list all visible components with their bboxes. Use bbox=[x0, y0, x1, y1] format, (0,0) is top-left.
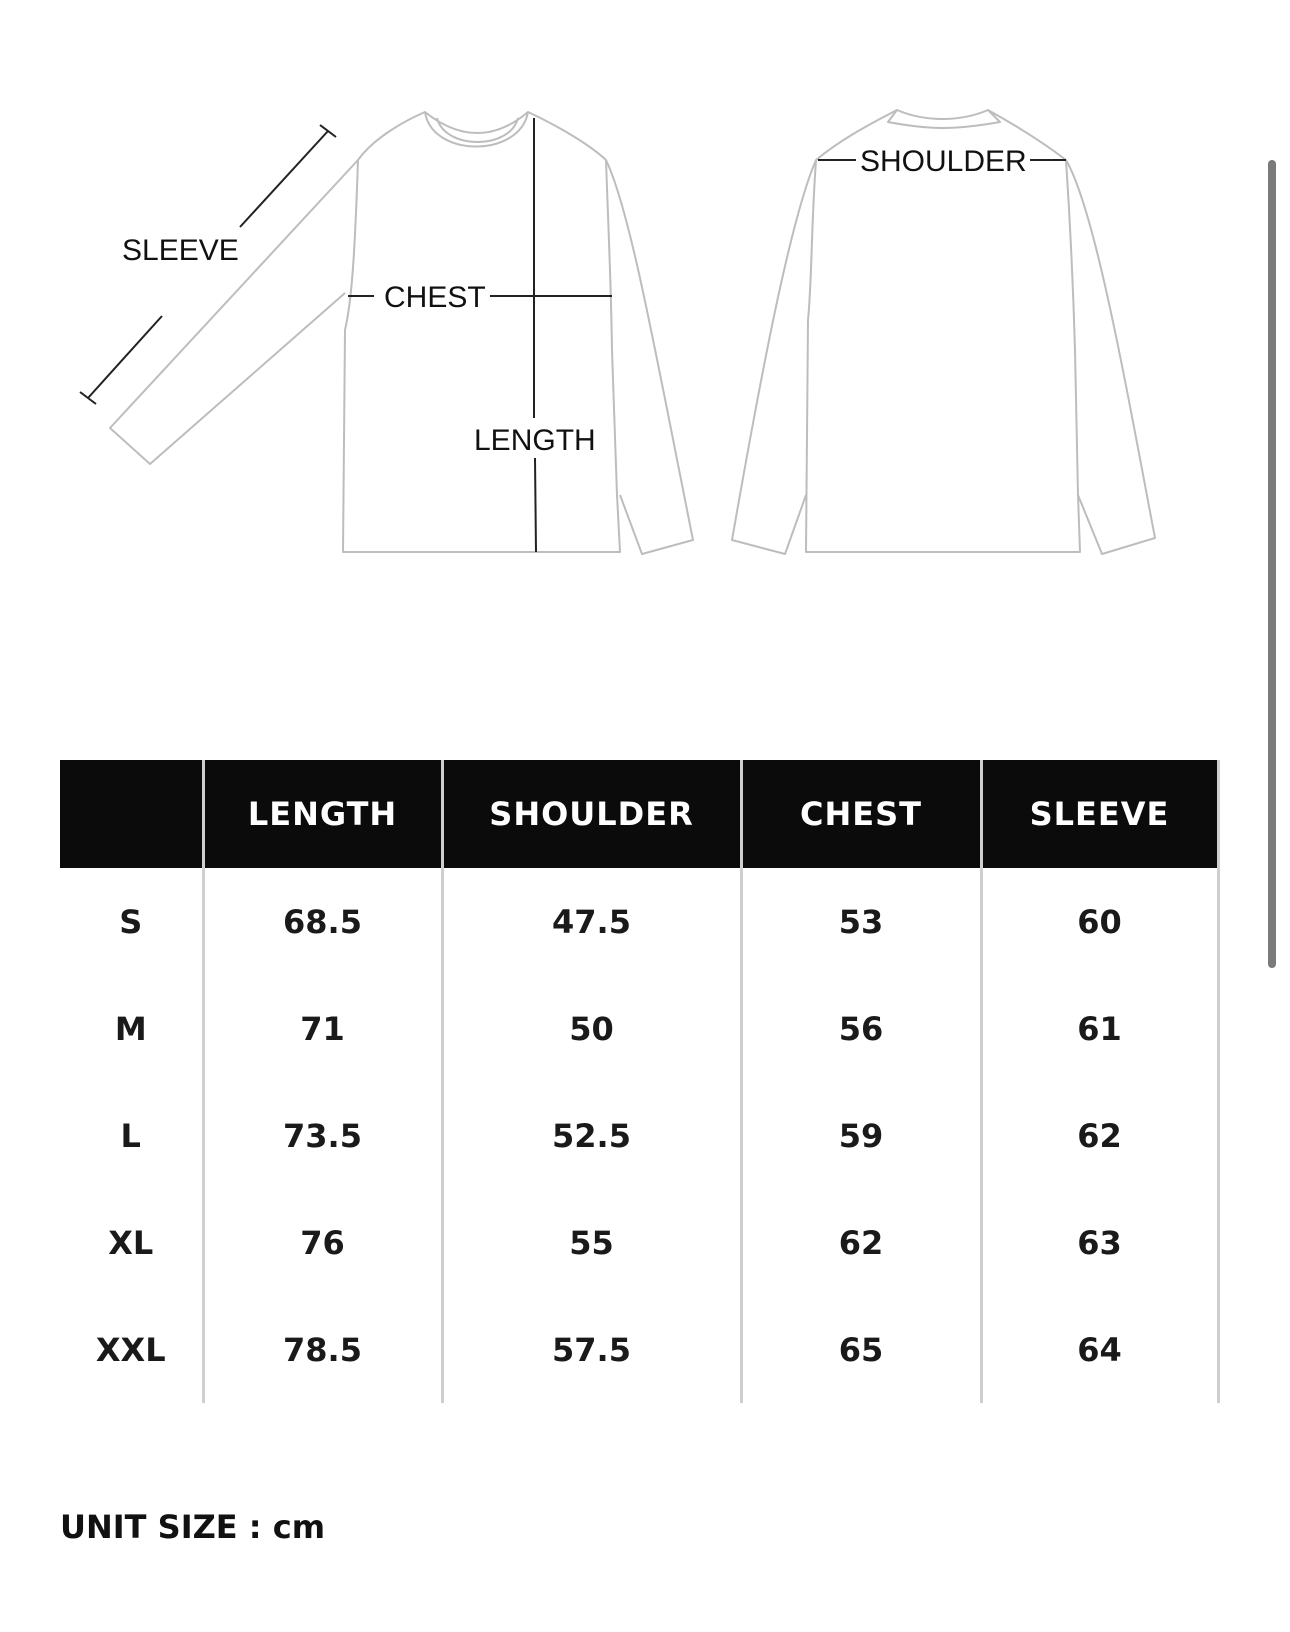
length-cell: 71 bbox=[203, 975, 442, 1082]
header-length: LENGTH bbox=[203, 760, 442, 868]
front-right-sleeve-outline bbox=[606, 160, 693, 554]
length-cell: 76 bbox=[203, 1189, 442, 1296]
back-right-sleeve-outline bbox=[1066, 160, 1155, 554]
length-cell: 68.5 bbox=[203, 868, 442, 975]
shoulder-cell: 50 bbox=[442, 975, 741, 1082]
unit-size-note: UNIT SIZE : cm bbox=[60, 1508, 326, 1546]
size-cell: S bbox=[119, 902, 143, 941]
chest-cell: 59 bbox=[741, 1082, 981, 1189]
chest-cell: 62 bbox=[741, 1189, 981, 1296]
length-cell: 78.5 bbox=[203, 1296, 442, 1403]
front-left-sleeve-outline bbox=[110, 160, 358, 464]
sleeve-cell: 64 bbox=[981, 1296, 1218, 1403]
sleeve-cell: 60 bbox=[981, 868, 1218, 975]
chest-cell: 53 bbox=[741, 868, 981, 975]
header-size bbox=[60, 760, 203, 868]
front-sleeve-label: SLEEVE bbox=[122, 234, 239, 267]
table-row bbox=[60, 868, 1218, 975]
header-chest: CHEST bbox=[741, 760, 981, 868]
size-cell: M bbox=[114, 1009, 147, 1048]
front-chest-label: CHEST bbox=[384, 281, 486, 314]
size-cell: XL bbox=[108, 1223, 154, 1262]
shoulder-cell: 47.5 bbox=[442, 868, 741, 975]
front-length-label: LENGTH bbox=[474, 424, 596, 457]
length-cell: 73.5 bbox=[203, 1082, 442, 1189]
length-measure-line-bottom bbox=[535, 458, 536, 552]
shoulder-cell: 52.5 bbox=[442, 1082, 741, 1189]
vertical-scrollbar[interactable] bbox=[1268, 160, 1276, 968]
table-row bbox=[60, 1296, 1218, 1403]
front-shirt-outline bbox=[110, 112, 693, 554]
back-shoulder-label: SHOULDER bbox=[860, 145, 1027, 178]
header-sleeve: SLEEVE bbox=[981, 760, 1218, 868]
back-left-sleeve-outline bbox=[732, 160, 816, 554]
table-row bbox=[60, 1082, 1218, 1189]
shoulder-cell: 55 bbox=[442, 1189, 741, 1296]
sleeve-cell: 62 bbox=[981, 1082, 1218, 1189]
shoulder-cell: 57.5 bbox=[442, 1296, 741, 1403]
sleeve-cell: 61 bbox=[981, 975, 1218, 1082]
chest-cell: 56 bbox=[741, 975, 981, 1082]
front-body-outline bbox=[343, 112, 620, 552]
size-cell: L bbox=[120, 1116, 141, 1155]
header-shoulder: SHOULDER bbox=[442, 760, 741, 868]
table-row bbox=[60, 1189, 1218, 1296]
front-collar-inner bbox=[437, 118, 518, 142]
table-header-row bbox=[60, 760, 1218, 868]
table-row bbox=[60, 975, 1218, 1082]
sleeve-cell: 63 bbox=[981, 1189, 1218, 1296]
size-cell: XXL bbox=[95, 1330, 166, 1369]
chest-cell: 65 bbox=[741, 1296, 981, 1403]
garment-measurement-diagram bbox=[0, 0, 1290, 620]
size-chart-table bbox=[60, 760, 1220, 1403]
